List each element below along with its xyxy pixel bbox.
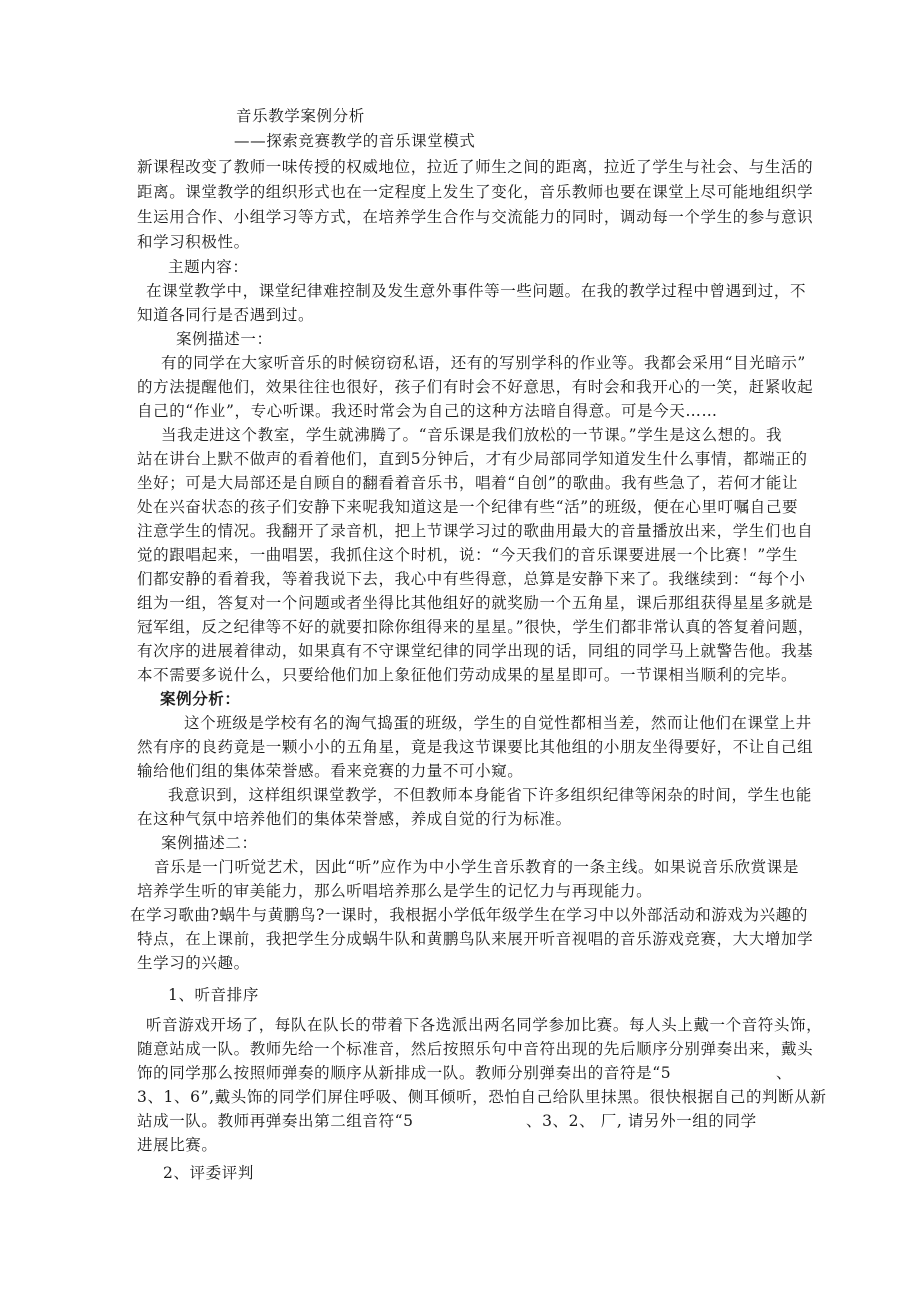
- analysis-line: 在这种气氛中培养他们的集体荣誉感，养成自觉的行为标准。: [137, 810, 572, 828]
- case1-line: 处在兴奋状态的孩子们安静下来呢我知道这是一个纪律有些“活”的班级，便在心里叮嘱自己要: [137, 498, 799, 516]
- theme-line: 知道各同行是否遇到过。: [137, 306, 315, 324]
- case2-line: 特点，在上课前，我把学生分成蜗牛队和黄鹏鸟队来展开听音视唱的音乐游戏竞赛，大大增加学: [137, 930, 814, 948]
- item1-line: 饰的同学那么按照师弹奏的顺序从新排成一队。教师分别弹奏出的音符是“5: [137, 1064, 672, 1082]
- intro-line: 生运用合作、小组学习等方式，在培养学生合作与交流能力的同时，调动每一个学生的参与意识: [137, 208, 814, 226]
- case1-line: 站在讲台上默不做声的看着他们，直到5分钟后，才有少局部同学知道发生什么事情，都端正的: [137, 450, 808, 468]
- case1-line: 觉的跟唱起来，一曲唱罢，我抓住这个时机，说：“今天我们的音乐课要进展一个比赛！”学生: [137, 546, 799, 564]
- doc-title: 音乐教学案例分析: [236, 107, 365, 125]
- case2-line: 生学习的兴趣。: [137, 954, 250, 972]
- case1-line: 有次序的进展着律动，如果真有不守课堂纪律的同学出现的话，同组的同学马上就警告他。我基: [137, 642, 814, 660]
- analysis-heading: 案例分析：: [160, 689, 241, 708]
- analysis-line: 这个班级是学校有名的淘气捣蛋的班级，学生的自觉性都相当差，然而让他们在课堂上井: [184, 714, 812, 732]
- case2-heading: 案例描述二：: [161, 834, 258, 852]
- doc-subtitle: ——探索竞赛教学的音乐课堂模式: [234, 132, 476, 150]
- case1-heading: 案例描述一：: [176, 330, 273, 348]
- analysis-line: 输给他们组的集体荣誉感。看来竞赛的力量不可小窥。: [137, 762, 524, 780]
- case1-line: 的方法提醒他们，效果往往也很好，孩子们有时会不好意思，有时会和我开心的一笑，赶紧收起: [137, 378, 814, 396]
- case2-line: 在学习歌曲?蜗牛与黄鹏鸟?一课时，我根据小学低年级学生在学习中以外部活动和游戏为兴趣的: [130, 906, 808, 924]
- intro-line: 新课程改变了教师一味传授的权威地位，拉近了师生之间的距离，拉近了学生与社会、与生活的: [137, 158, 814, 176]
- case1-line: 自己的“作业”，专心听课。我还时常会为自己的这种方法暗自得意。可是今天……: [137, 402, 718, 420]
- item1-heading: 1、听音排序: [168, 986, 259, 1004]
- item1-line: 随意站成一队。教师先给一个标准音，然后按照乐句中音符出现的先后顺序分别弹奏出来，戴头: [137, 1040, 814, 1058]
- case1-line: 当我走进这个教室，学生就沸腾了。“音乐课是我们放松的一节课。”学生是这么想的。我: [161, 426, 783, 444]
- case1-line: 组为一组，答复对一个问题或者坐得比其他组好的就奖励一个五角星，课后那组获得星星多就是: [137, 594, 814, 612]
- case1-line: 本不需要多说什么，只要给他们加上象征他们劳动成果的星星即可。一节课相当顺利的完毕。: [137, 666, 798, 684]
- item1-line-tail: 、3、2、 厂, 请另外一组的同学: [526, 1112, 757, 1130]
- case1-line: 注意学生的情况。我翻开了录音机，把上节课学习过的歌曲用最大的音量播放出来，学生们也自: [137, 522, 814, 540]
- case1-line: 冠军组，反之纪律等不好的就要扣除你组得来的星星。”很快，学生们都非常认真的答复着问题，: [137, 618, 814, 636]
- item1-line: 进展比赛。: [137, 1136, 218, 1154]
- case2-line: 培养学生听的审美能力，那么听唱培养那么是学生的记忆力与再现能力。: [137, 882, 653, 900]
- case1-line: 坐好；可是大局部还是自顾自的翻看着音乐书，唱着“自创”的歌曲。我有些急了，若何才能让: [137, 474, 799, 492]
- item1-line: 站成一队。教师再弹奏出第二组音符“5: [137, 1112, 414, 1130]
- item1-line: 3、1、6”,戴头饰的同学们屏住呼吸、侧耳倾听，恐怕自己给队里抹黑。很快根据自己的判断从新: [137, 1088, 827, 1106]
- item2-heading: 2、评委评判: [163, 1164, 254, 1182]
- analysis-line: 然有序的良药竟是一颗小小的五角星，竟是我这节课要比其他组的小朋友坐得要好，不让自己组: [137, 738, 814, 756]
- analysis-line: 我意识到，这样组织课堂教学，不但教师本身能省下许多组织纪律等闲杂的时间，学生也能: [168, 786, 813, 804]
- case1-line: 有的同学在大家听音乐的时候窃窃私语，还有的写别学科的作业等。我都会采用“目光暗示”: [161, 354, 806, 372]
- theme-line: 在课堂教学中，课堂纪律难控制及发生意外事件等一些问题。在我的教学过程中曾遇到过，不: [146, 282, 807, 300]
- intro-line: 和学习积极性。: [137, 233, 250, 251]
- item1-line: 听音游戏开场了，每队在队长的带着下各选派出两名同学参加比赛。每人头上戴一个音符头饰，: [146, 1016, 823, 1034]
- intro-line: 距离。课堂教学的组织形式也在一定程度上发生了变化，音乐教师也要在课堂上尽可能地组织学: [137, 183, 814, 201]
- item1-line-tail: 、: [776, 1064, 793, 1082]
- case1-line: 们都安静的看着我，等着我说下去，我心中有些得意，总算是安静下来了。我继续到：“每个小: [137, 570, 806, 588]
- case2-line: 音乐是一门听觉艺术，因此“听”应作为中小学生音乐教育的一条主线。如果说音乐欣赏课是: [154, 858, 799, 876]
- theme-heading: 主题内容：: [168, 258, 249, 276]
